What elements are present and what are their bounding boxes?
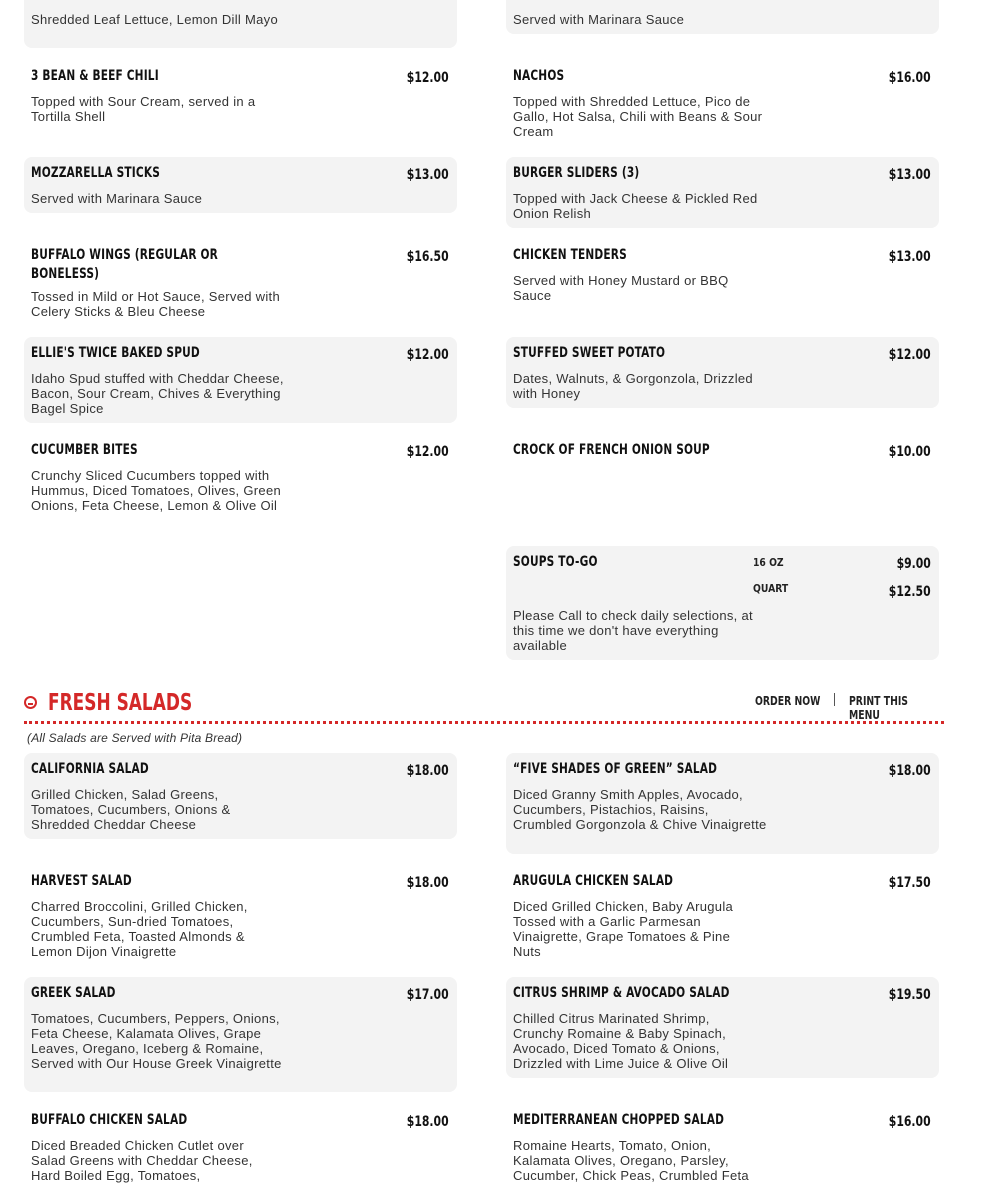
collapse-minus-icon[interactable] (24, 696, 37, 709)
item-price: $19.50 (889, 987, 931, 1003)
item-description: Tossed in Mild or Hot Sauce, Served with Celery Sticks & Bleu Cheese (31, 289, 280, 319)
item-price: $12.00 (407, 70, 449, 86)
item-description: Dates, Walnuts, & Gorgonzola, Drizzled with Honey (513, 371, 753, 401)
item-name: ARUGULA CHICKEN SALAD (513, 873, 674, 889)
item-price: $13.00 (889, 167, 931, 183)
item-name: BURGER SLIDERS (3) (513, 165, 640, 181)
item-description: Served with Marinara Sauce (31, 191, 203, 206)
item-name: CUCUMBER BITES (31, 442, 138, 458)
menu-item (24, 1104, 457, 1186)
print-menu-link[interactable]: PRINT THIS MENU (849, 694, 908, 722)
item-description: Grilled Chicken, Salad Greens, Tomatoes, Cucumbers, Onions & Shredded Cheddar Cheese (31, 787, 231, 832)
menu-item (506, 1104, 939, 1186)
item-price: $18.00 (407, 763, 449, 779)
menu-item (24, 60, 457, 130)
item-name: SOUPS TO-GO (513, 554, 598, 570)
section-note: (All Salads are Served with Pita Bread) (27, 731, 243, 745)
item-name: MOZZARELLA STICKS (31, 165, 161, 181)
item-price: $17.00 (407, 987, 449, 1003)
menu-item (24, 0, 457, 48)
item-price: $12.00 (889, 347, 931, 363)
menu-item (506, 977, 939, 1078)
menu-item (506, 865, 939, 965)
item-name: CROCK OF FRENCH ONION SOUP (513, 442, 710, 458)
size-label: QUART (753, 582, 789, 595)
item-name: BUFFALO CHICKEN SALAD (31, 1112, 188, 1128)
item-price: $12.00 (407, 444, 449, 460)
dotted-divider (24, 721, 944, 724)
divider (834, 693, 835, 706)
item-description: Diced Breaded Chicken Cutlet over Salad Greens with Cheddar Cheese, Hard Boiled Egg, Tomatoes, (31, 1138, 253, 1183)
item-description: Please Call to check daily selections, at this time we don't have everything available (513, 608, 753, 653)
item-name: MEDITERRANEAN CHOPPED SALAD (513, 1112, 725, 1128)
item-description: Idaho Spud stuffed with Cheddar Cheese, Bacon, Sour Cream, Chives & Everything Bagel Spice (31, 371, 284, 416)
menu-item (24, 977, 457, 1092)
item-description: Shredded Leaf Lettuce, Lemon Dill Mayo (31, 12, 278, 27)
item-name: CHICKEN TENDERS (513, 247, 627, 263)
item-description: Crunchy Sliced Cucumbers topped with Hummus, Diced Tomatoes, Olives, Green Onions, Feta Cheese, Lemon & Olive Oil (31, 468, 281, 513)
item-description: Tomatoes, Cucumbers, Peppers, Onions, Feta Cheese, Kalamata Olives, Grape Leaves, Oregano, Iceberg & Romaine, Served with Our House Greek Vinaigrette (31, 1011, 282, 1071)
item-price (889, 0, 931, 3)
menu-item-soups-to-go (506, 546, 939, 660)
item-name: CITRUS SHRIMP & AVOCADO SALAD (513, 985, 730, 1001)
menu-item (24, 239, 457, 324)
item-name: GREEK SALAD (31, 985, 116, 1001)
item-name: 3 BEAN & BEEF CHILI (31, 68, 159, 84)
item-price: $18.00 (889, 763, 931, 779)
item-price: $16.00 (889, 1114, 931, 1130)
menu-item (506, 239, 939, 309)
item-description: Chilled Citrus Marinated Shrimp, Crunchy Romaine & Baby Spinach, Avocado, Diced Tomato & Onions, Drizzled with Lime Juice & Olive Oil (513, 1011, 729, 1071)
item-name: NACHOS (513, 68, 565, 84)
item-price: $13.00 (407, 167, 449, 183)
item-name: “FIVE SHADES OF GREEN” SALAD (513, 761, 718, 777)
menu-item (506, 157, 939, 228)
menu-item (24, 865, 457, 965)
section-title[interactable]: FRESH SALADS (48, 690, 193, 716)
menu-item (506, 60, 939, 145)
item-price: $17.50 (889, 875, 931, 891)
item-price (407, 0, 449, 3)
item-price: $18.00 (407, 1114, 449, 1130)
menu-item (506, 0, 939, 34)
item-price: $16.50 (407, 249, 449, 265)
item-description: Served with Honey Mustard or BBQ Sauce (513, 273, 729, 303)
item-description: Charred Broccolini, Grilled Chicken, Cucumbers, Sun-dried Tomatoes, Crumbled Feta, Toasted Almonds & Lemon Dijon Vinaigrette (31, 899, 248, 959)
item-price: $18.00 (407, 875, 449, 891)
item-description: Diced Grilled Chicken, Baby Arugula Tossed with a Garlic Parmesan Vinaigrette, Grape Tomatoes & Pine Nuts (513, 899, 734, 959)
menu-item (24, 157, 457, 213)
section-header-salads (24, 688, 944, 724)
item-description: Topped with Shredded Lettuce, Pico de Gallo, Hot Salsa, Chili with Beans & Sour Cream (513, 94, 763, 139)
item-price: $16.00 (889, 70, 931, 86)
menu-item (24, 434, 457, 534)
item-price: $12.00 (407, 347, 449, 363)
order-now-link[interactable]: ORDER NOW (755, 694, 821, 708)
item-description: Topped with Jack Cheese & Pickled Red Onion Relish (513, 191, 758, 221)
item-price: $12.50 (889, 584, 931, 600)
menu-item (506, 753, 939, 854)
item-name: ELLIE'S TWICE BAKED SPUD (31, 345, 200, 361)
item-description: Diced Granny Smith Apples, Avocado, Cucumbers, Pistachios, Raisins, Crumbled Gorgonzola & Chive Vinaigrette (513, 787, 767, 832)
size-label: 16 OZ (753, 556, 784, 569)
menu-item (24, 337, 457, 423)
menu-item (506, 337, 939, 408)
item-description: Romaine Hearts, Tomato, Onion, Kalamata Olives, Oregano, Parsley, Cucumber, Chick Peas, Crumbled Feta (513, 1138, 749, 1183)
item-name: STUFFED SWEET POTATO (513, 345, 666, 361)
item-name: HARVEST SALAD (31, 873, 132, 889)
item-name: BUFFALO WINGS (REGULAR OR BONELESS) (31, 247, 218, 282)
menu-item (506, 434, 939, 484)
item-price: $13.00 (889, 249, 931, 265)
item-price: $10.00 (889, 444, 931, 460)
item-price: $9.00 (896, 556, 931, 572)
item-description: Served with Marinara Sauce (513, 12, 685, 27)
item-description: Topped with Sour Cream, served in a Tortilla Shell (31, 94, 256, 124)
menu-item (24, 753, 457, 839)
item-name: CALIFORNIA SALAD (31, 761, 149, 777)
